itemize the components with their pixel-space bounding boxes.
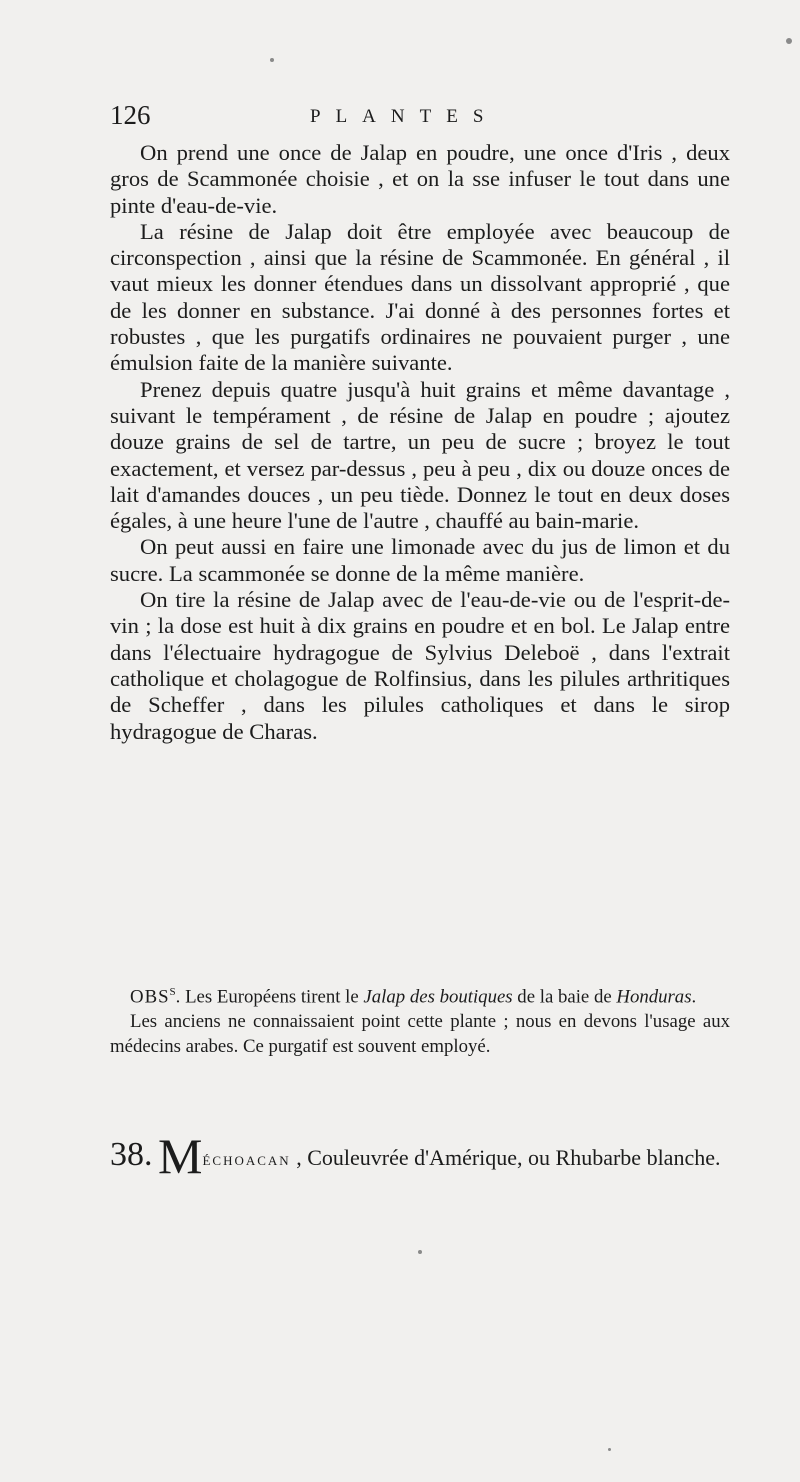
entry-38 bbox=[110, 1128, 730, 1184]
paper-speck bbox=[608, 1448, 611, 1451]
page-header bbox=[110, 100, 740, 140]
paragraph-1: On prend une once de Jalap en poudre, une once d'Iris , deux gros de Scammonée choisie , et on la sse infuser le tout dans une pinte d'eau-de-vie. bbox=[110, 140, 730, 218]
paragraph-3: Prenez depuis quatre jusqu'à huit grains et même davantage , suivant le tempérament , de résine de Jalap en poudre ; ajoutez douze grains de sel de tartre, un peu de sucre ; broyez le tout exactement, et versez par-dessus , peu à peu , dix ou douze onces de lait d'amandes douces , un peu tiède. Donnez le tout en deux doses égales, à une heure l'une de l'autre , chauffé au bain-marie. bbox=[110, 376, 730, 534]
main-text bbox=[110, 140, 730, 745]
paper-speck bbox=[270, 58, 274, 62]
observation-note bbox=[110, 980, 730, 1059]
obs-line-2: Les anciens ne connaissaient point cette plante ; nous en devons l'usage aux médecins arabes. Ce purgatif est souvent employé. bbox=[110, 1011, 730, 1058]
entry-dropcap: M bbox=[158, 1128, 203, 1184]
paragraph-2: La résine de Jalap doit être employée avec beaucoup de circonspection , ainsi que la résine de Scammonée. En général , il vaut mieux les donner étendues dans un dissolvant approprié , que de les donner en substance. J'ai donné à des personnes fortes et robustes , que les purgatifs ordinaires ne pouvaient purger , une émulsion faite de la manière suivante. bbox=[110, 218, 730, 376]
paragraph-4: On peut aussi en faire une limonade avec du jus de limon et du sucre. La scammonée se donne de la même manière. bbox=[110, 534, 730, 586]
entry-text: , Couleuvrée d'Amérique, ou Rhubarbe blanche. bbox=[290, 1145, 721, 1170]
obs-text-c: . bbox=[691, 986, 697, 1008]
obs-italic-jalap: Jalap des boutiques bbox=[363, 986, 513, 1008]
obs-text-b: de la baie de bbox=[512, 986, 617, 1008]
page-number: 126 bbox=[110, 100, 151, 130]
obs-line-1 bbox=[110, 980, 730, 1009]
paper-speck bbox=[418, 1250, 422, 1254]
paper-speck bbox=[786, 38, 792, 44]
obs-label: OBS bbox=[130, 986, 170, 1008]
obs-text-a: . Les Européens tirent le bbox=[175, 986, 364, 1008]
entry-number: 38. bbox=[110, 1136, 153, 1173]
entry-name: ÉCHOACAN bbox=[202, 1153, 291, 1168]
obs-label-sup: S bbox=[169, 986, 176, 998]
paragraph-5: On tire la résine de Jalap avec de l'eau-de-vie ou de l'esprit-de-vin ; la dose est huit à dix grains en poudre et en bol. Le Jalap entre dans l'électuaire hydragogue de Sylvius Deleboë , dans l'extrait catholique et cholagogue de Rolfinsius, dans les pilules arthritiques de Scheffer , dans les pilules catholiques et dans le sirop hydragogue de Charas. bbox=[110, 587, 730, 744]
obs-italic-honduras: Honduras bbox=[616, 986, 692, 1008]
running-title: PLANTES bbox=[310, 106, 499, 127]
